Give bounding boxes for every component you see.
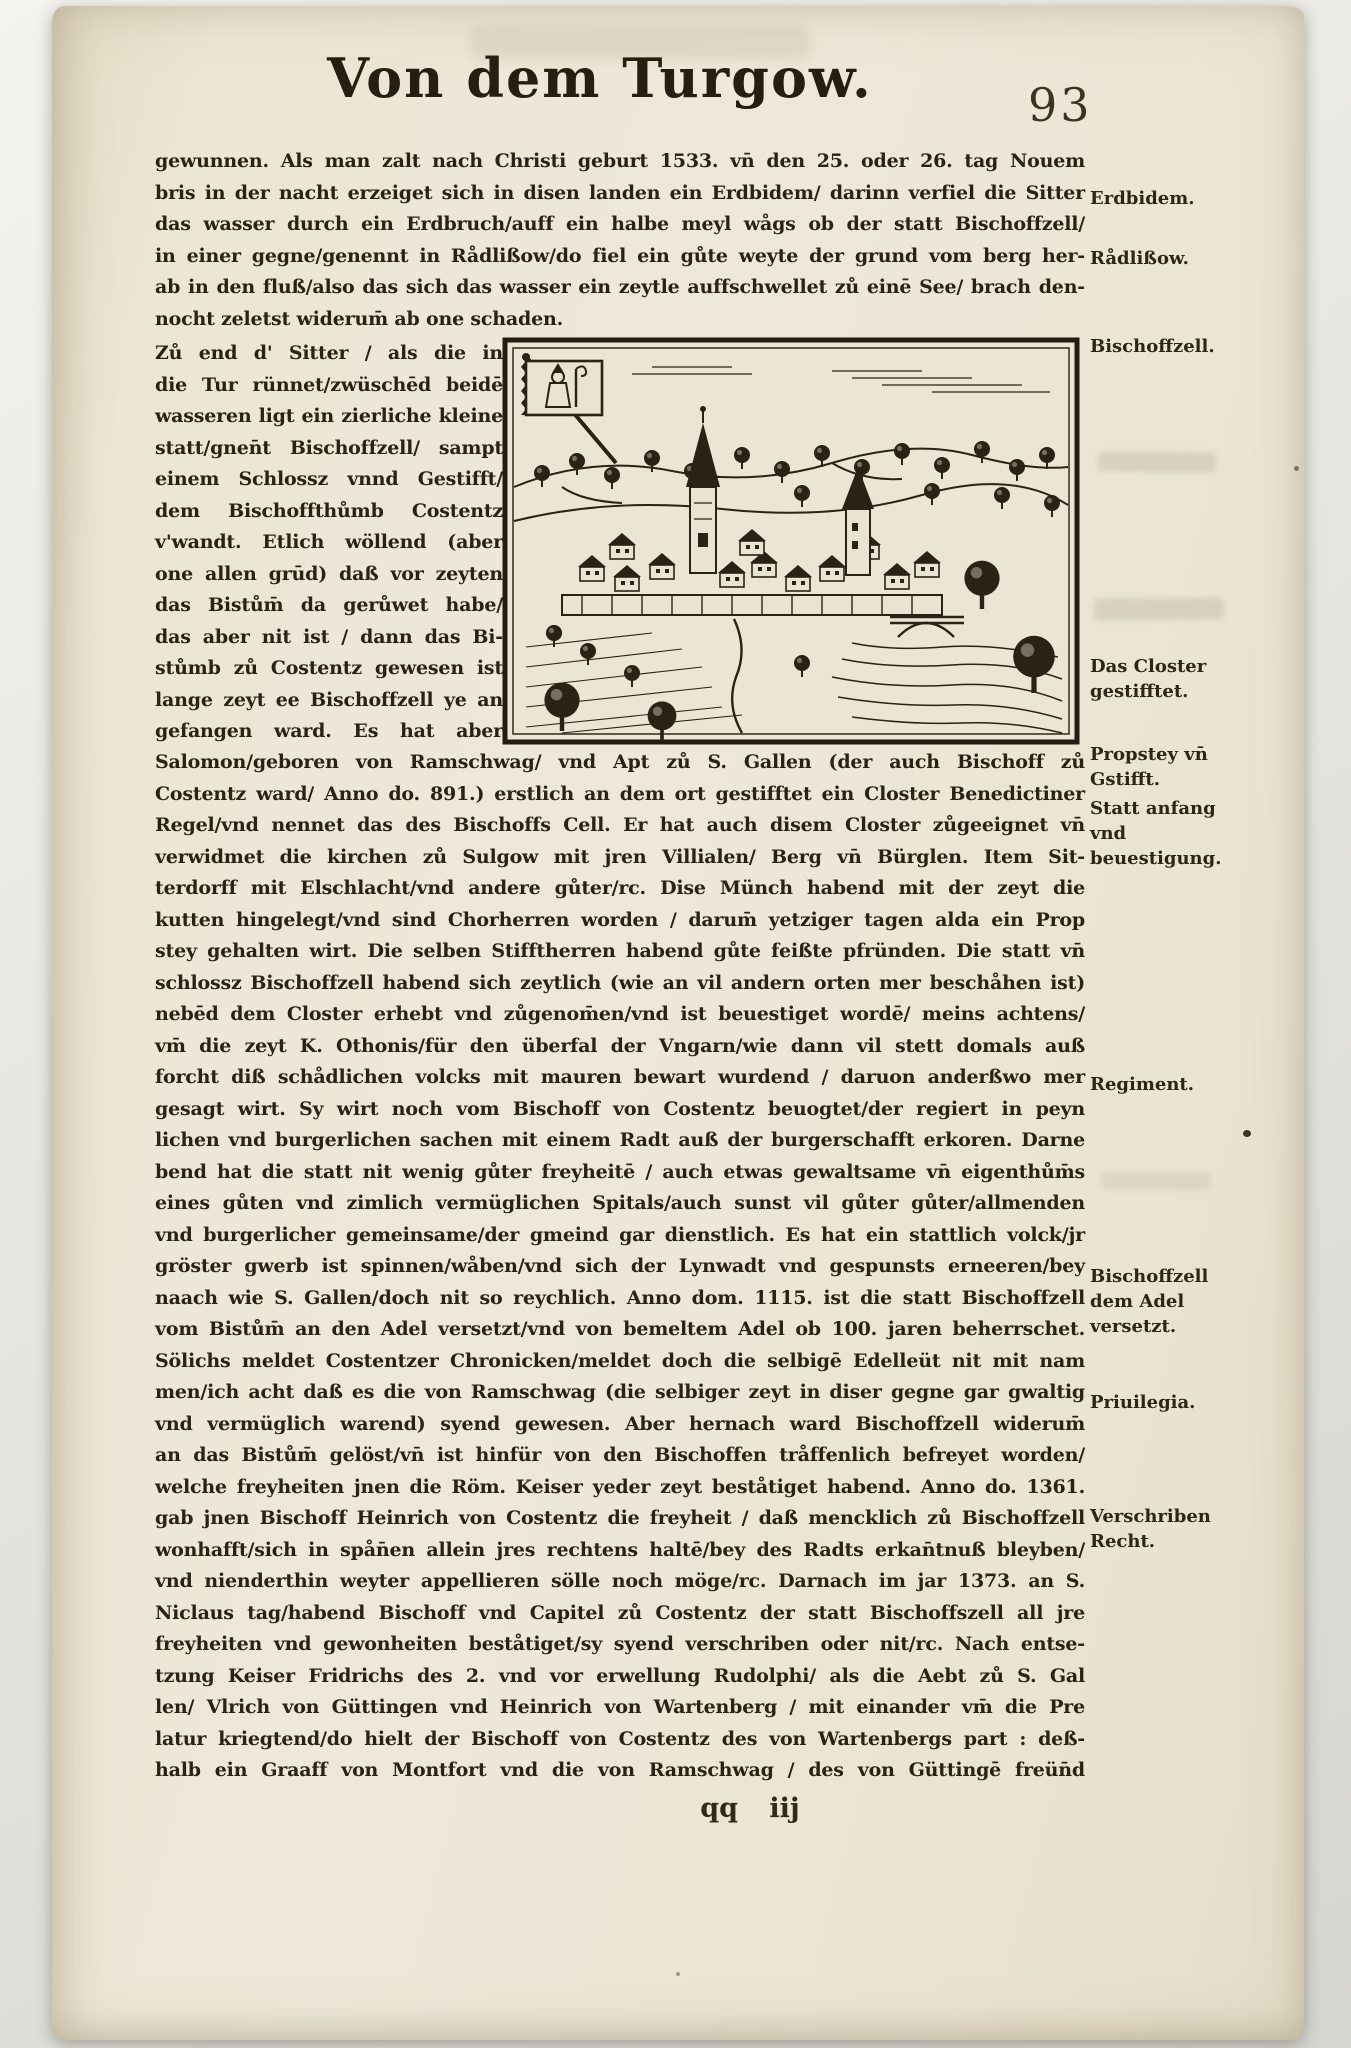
ink-speck: [676, 1972, 680, 1976]
text-line: einem Schlossz vnnd Gestifft/: [155, 468, 503, 490]
text-line: in einer gegne/genennt in Rådlißow/do fiel ein gůte weyte der grund vom berg her-: [155, 244, 1085, 267]
text-line: Salomon/geboren von Ramschwag/ vnd Apt zů S. Gallen (der auch Bischoff zů: [155, 751, 1085, 773]
text-line: gefangen ward. Es hat aber: [155, 720, 503, 742]
margin-note-regiment: Regiment.: [1090, 1074, 1195, 1095]
text-line: verwidmet die kirchen zů Sulgow mit jren Villialen/ Berg vn̄ Bürglen. Item Sit-: [155, 845, 1085, 868]
text-line: an das Bistům̄ gelöst/vn̄ ist hinfür von den Bischoffen tråffenlich befreyet worden/: [155, 1444, 1085, 1466]
text-line: men/ich acht daß es die von Ramschwag (die selbiger zeyt in diser gegne gar gwaltig: [155, 1381, 1085, 1403]
margin-note-raedlissow: Rådlißow.: [1090, 248, 1189, 269]
bleedthrough-smudge: [1102, 1172, 1210, 1190]
text-line: statt/gnen̄t Bischoffzell/ sampt: [155, 436, 503, 459]
text-line: v'wandt. Etlich wöllend (aber: [155, 531, 503, 553]
text-line: halb ein Graaff von Montfort vnd die von Ramschwag / des von Güttingē freün̄d: [155, 1759, 1085, 1781]
text-line: nebēd dem Closter erhebt vnd zůgenom̄en/vnd ist beuestiget wordē/ meins achtens/: [155, 1003, 1085, 1025]
text-line: bris in der nacht erzeiget sich in disen landen ein Erdbidem/ darinn verfiel die Sitter: [155, 181, 1085, 204]
text-line: latur kriegtend/do hielt der Bischoff von Costentz des von Wartenbergs part : deß-: [155, 1727, 1085, 1750]
woodcut-town-view: [502, 337, 1080, 745]
page-number: 93: [1028, 78, 1093, 132]
text-line: tzung Keiser Fridrichs des 2. vnd vor erwellung Rudolphi/ als die Aebt zů S. Gal: [155, 1664, 1085, 1687]
text-line: gab jnen Bischoff Heinrich von Costentz die freyheit / daß mencklich zů Bischoffzell: [155, 1507, 1085, 1529]
text-line: vnd nienderthin weyter appellieren sölle noch möge/rc. Darnach im jar 1373. an S.: [155, 1570, 1085, 1592]
text-line: die Tur rünnet/zwüschēd beidē: [155, 373, 503, 396]
text-line: stey gehalten wirt. Die selben Stifftherren habend gůte feißte pfründen. Die statt vn̄: [155, 940, 1085, 962]
city-wall: [562, 595, 942, 615]
text-line: lange zeyt ee Bischoffzell ye an: [155, 688, 503, 711]
text-line: welche freyheiten jnen die Röm. Keiser yeder zeyt beståtiget habend. Anno do. 1361.: [155, 1475, 1085, 1498]
main-paragraph: [155, 747, 1085, 1787]
text-line: vom Bistům̄ an den Adel versetzt/vnd von bemeltem Adel ob 100. jaren beherrschet.: [155, 1318, 1085, 1340]
text-line: Costentz ward/ Anno do. 891.) erstlich an dem ort gestifftet ein Closter Benedictiner: [155, 782, 1085, 805]
running-title: Von dem Turgow.: [327, 46, 873, 110]
text-line: Sölichs meldet Costentzer Chronicken/meldet doch die selbigē Edelleüt nit mit nam: [155, 1349, 1085, 1372]
text-line: ab in den fluß/also das sich das wasser ein zeytle auffschwellet zů einē See/ brach den-: [155, 276, 1085, 298]
margin-note-erdbidem: Erdbidem.: [1090, 188, 1195, 209]
ink-speck: [1294, 466, 1299, 471]
text-line: kutten hingelegt/vnd sind Chorherren worden / darum̄ yetziger tagen alda ein Prop: [155, 908, 1085, 931]
text-line: eines gůten vnd zimlich vermüglichen Spitals/auch sunst vil gůter gůter/allmenden: [155, 1192, 1085, 1214]
margin-note-bischoffzell: Bischoffzell.: [1090, 336, 1215, 357]
text-line: forcht diß schådlichen volcks mit mauren bewart wurdend / daruon anderßwo mer: [155, 1066, 1085, 1088]
text-line: nocht zeletst widerum̄ ab one schaden.: [155, 307, 563, 330]
intro-paragraph: [155, 146, 1085, 335]
text-line: gröster gwerb ist spinnen/wåben/vnd sich der Lynwadt vnd gespunsts erneeren/bey: [155, 1255, 1085, 1277]
text-line: vnd vermüglich warend) syend gewesen. Aber hernach ward Bischoffzell widerum̄: [155, 1412, 1085, 1435]
bleedthrough-smudge: [1098, 451, 1216, 472]
margin-note-closter: Das Closter gestifftet.: [1090, 656, 1207, 702]
ink-speck: [1243, 1130, 1251, 1137]
text-line: Regel/vnd nennet das des Bischoffs Cell. Er hat auch disem Closter zůgeeignet vn̄: [155, 814, 1085, 836]
text-line: das aber nit ist / dann das Bi-: [155, 625, 503, 648]
text-line: gesagt wirt. Sy wirt noch vom Bischoff von Costentz beuogtet/der regiert in peyn: [155, 1097, 1085, 1120]
text-line: wonhafft/sich in spån̄en allein jres rechtens haltē/bey des Radts erkan̄tnuß bleyben/: [155, 1538, 1085, 1561]
margin-note-verschriben: Verschriben Recht.: [1090, 1506, 1211, 1552]
bleedthrough-smudge: [1094, 597, 1224, 620]
text-line: terdorff mit Elschlacht/vnd andere gůter/rc. Dise Münch habend mit der zeyt die: [155, 877, 1085, 899]
margin-note-priuilegia: Priuilegia.: [1090, 1392, 1196, 1413]
text-line: gewunnen. Als man zalt nach Christi geburt 1533. vn̄ den 25. oder 26. tag Nouem: [155, 150, 1085, 172]
text-line: stůmb zů Costentz gewesen ist: [155, 657, 503, 679]
text-line: das Bistům̄ da gerůwet habe/: [155, 594, 503, 616]
text-line: vnd burgerlicher gemeinsame/der gmeind gar dienstlich. Es hat ein stattlich volck/jr: [155, 1223, 1085, 1246]
text-line: Zů end d' Sitter / als die in: [155, 342, 503, 364]
text-line: das wasser durch ein Erdbruch/auff ein halbe meyl wågs ob der statt Bischoffzell/: [155, 213, 1085, 235]
text-line: one allen grūd) daß vor zeyten: [155, 562, 503, 585]
text-line: lichen vnd burgerlichen sachen mit einem Radt auß der burgerschafft erkoren. Darne: [155, 1129, 1085, 1151]
text-line: freyheiten vnd gewonheiten beståtiget/sy syend verschriben oder nit/rc. Nach entse-: [155, 1633, 1085, 1655]
text-line: dem Bischoffthůmb Costentz: [155, 499, 503, 522]
text-line: schlossz Bischoffzell habend sich zeytlich (wie an vil andern orten mer beschåhen ist): [155, 971, 1085, 994]
margin-note-statt-anfang: Statt anfang vnd beuestigung.: [1090, 798, 1222, 869]
text-line: Niclaus tag/habend Bischoff vnd Capitel zů Costentz der statt Bischoffszell all jre: [155, 1601, 1085, 1624]
left-column-paragraph: [155, 338, 503, 748]
text-line: len/ Vlrich von Güttingen vnd Heinrich von Wartenberg / mit einander vm̄ die Pre: [155, 1696, 1085, 1718]
text-line: vm̄ die zeyt K. Othonis/für den überfal der Vngarn/wie dann vil stett domals auß: [155, 1034, 1085, 1057]
margin-note-adel-versetzt: Bischoffzell dem Adel versetzt.: [1090, 1266, 1209, 1337]
margin-note-propstey: Propstey vn̄ Gstifft.: [1090, 744, 1208, 790]
signature-mark: qq iij: [700, 1793, 800, 1824]
text-line: wasseren ligt ein zierliche kleine: [155, 405, 503, 427]
text-line: naach wie S. Gallen/doch nit so reychlich. Anno dom. 1115. ist die statt Bischoffzell: [155, 1286, 1085, 1309]
text-line: bend hat die statt nit wenig gůter freyheitē / auch etwas gewaltsame vn̄ eigenthům̄s: [155, 1160, 1085, 1183]
